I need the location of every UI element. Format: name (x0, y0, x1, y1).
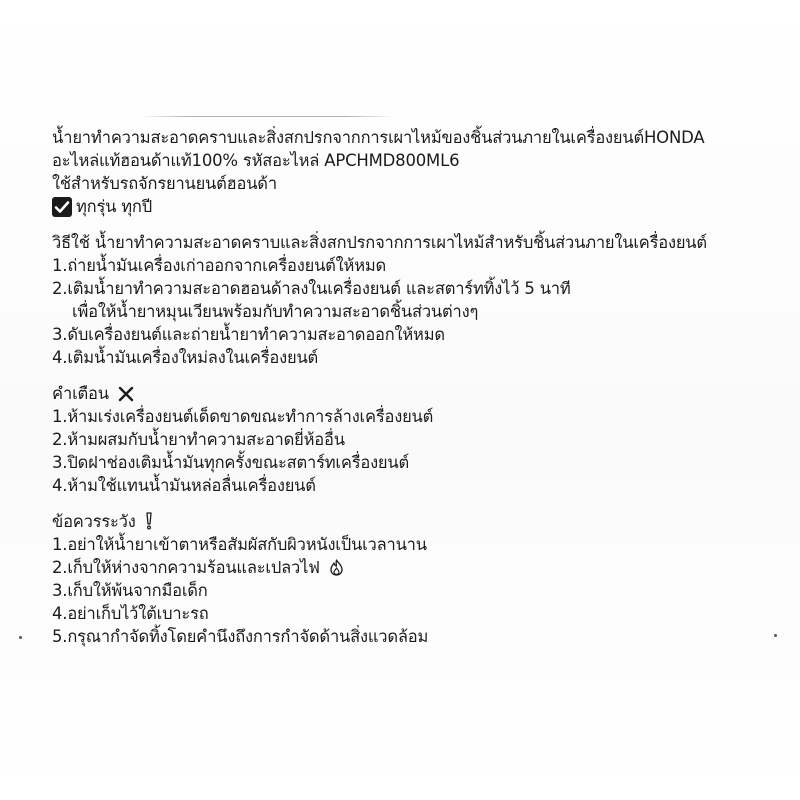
precaution-item: 3.เก็บให้พ้นจากมือเด็ก (52, 581, 208, 600)
precautions-heading-row (52, 510, 792, 533)
instruction-step: 2.เติมน้ำยาทำความสะอาดฮอนด้าลงในเครื่องยนต์ และสตาร์ททิ้งไว้ 5 นาที (52, 279, 571, 298)
warning-item: 4.ห้ามใช้แทนน้ำมันหล่อลื่นเครื่องยนต์ (52, 476, 316, 495)
fire-icon (329, 559, 344, 582)
warnings-heading-row (52, 382, 792, 405)
usage-line: ใช้สำหรับรถจักรยานยนต์ฮอนด้า (52, 174, 277, 193)
compatibility-line (52, 195, 792, 218)
warning-item: 1.ห้ามเร่งเครื่องยนต์เด็ดขาดขณะทำการล้างเครื่องยนต์ (52, 407, 434, 426)
compatibility-text: ทุกรุ่น ทุกปี (76, 197, 152, 216)
instruction-step: 1.ถ่ายน้ำมันเครื่องเก่าออกจากเครื่องยนต์ให้หมด (52, 256, 387, 275)
precaution-item-row (52, 556, 792, 579)
scan-edge-line (140, 116, 395, 117)
check-mark-icon (52, 197, 72, 217)
warning-item: 3.ปิดฝาช่องเติมน้ำมันทุกครั้งขณะสตาร์ทเครื่องยนต์ (52, 453, 409, 472)
precaution-item: 2.เก็บให้ห่างจากความร้อนและเปลวไฟ (52, 558, 320, 577)
precaution-item: 1.อย่าให้น้ำยาเข้าตาหรือสัมผัสกับผิวหนังเป็นเวลานาน (52, 535, 427, 554)
warnings-heading: คำเตือน (52, 384, 109, 403)
warning-item: 2.ห้ามผสมกับน้ำยาทำความสะอาดยี่ห้ออื่น (52, 430, 345, 449)
scan-speck (19, 636, 22, 639)
precautions-heading: ข้อควรระวัง (52, 512, 136, 531)
document-content (52, 126, 792, 648)
precaution-item: 4.อย่าเก็บไว้ใต้เบาะรถ (52, 604, 209, 623)
precaution-item: 5.กรุณากำจัดทิ้งโดยคำนึงถึงการกำจัดด้านสิ่งแวดล้อม (52, 627, 429, 646)
product-title: น้ำยาทำความสะอาดคราบและสิ่งสกปรกจากการเผาไหม้ของชิ้นส่วนภายในเครื่องยนต์HONDA (52, 128, 705, 147)
part-number-line: อะไหล่แท้ฮอนด้าแท้100% รหัสอะไหล่ APCHMD800ML6 (52, 151, 460, 170)
instructions-heading: วิธีใช้ น้ำยาทำความสะอาดคราบและสิ่งสกปรกจากการเผาไหม้สำหรับชิ้นส่วนภายในเครื่องยนต์ (52, 233, 707, 252)
instruction-step: 4.เติมน้ำมันเครื่องใหม่ลงในเครื่องยนต์ (52, 348, 319, 367)
instruction-step-continuation: เพื่อให้น้ำยาหมุนเวียนพร้อมกับทำความสะอาดชิ้นส่วนต่างๆ (72, 302, 479, 321)
instruction-step: 3.ดับเครื่องยนต์และถ่ายน้ำยาทำความสะอาดออกให้หมด (52, 325, 445, 344)
